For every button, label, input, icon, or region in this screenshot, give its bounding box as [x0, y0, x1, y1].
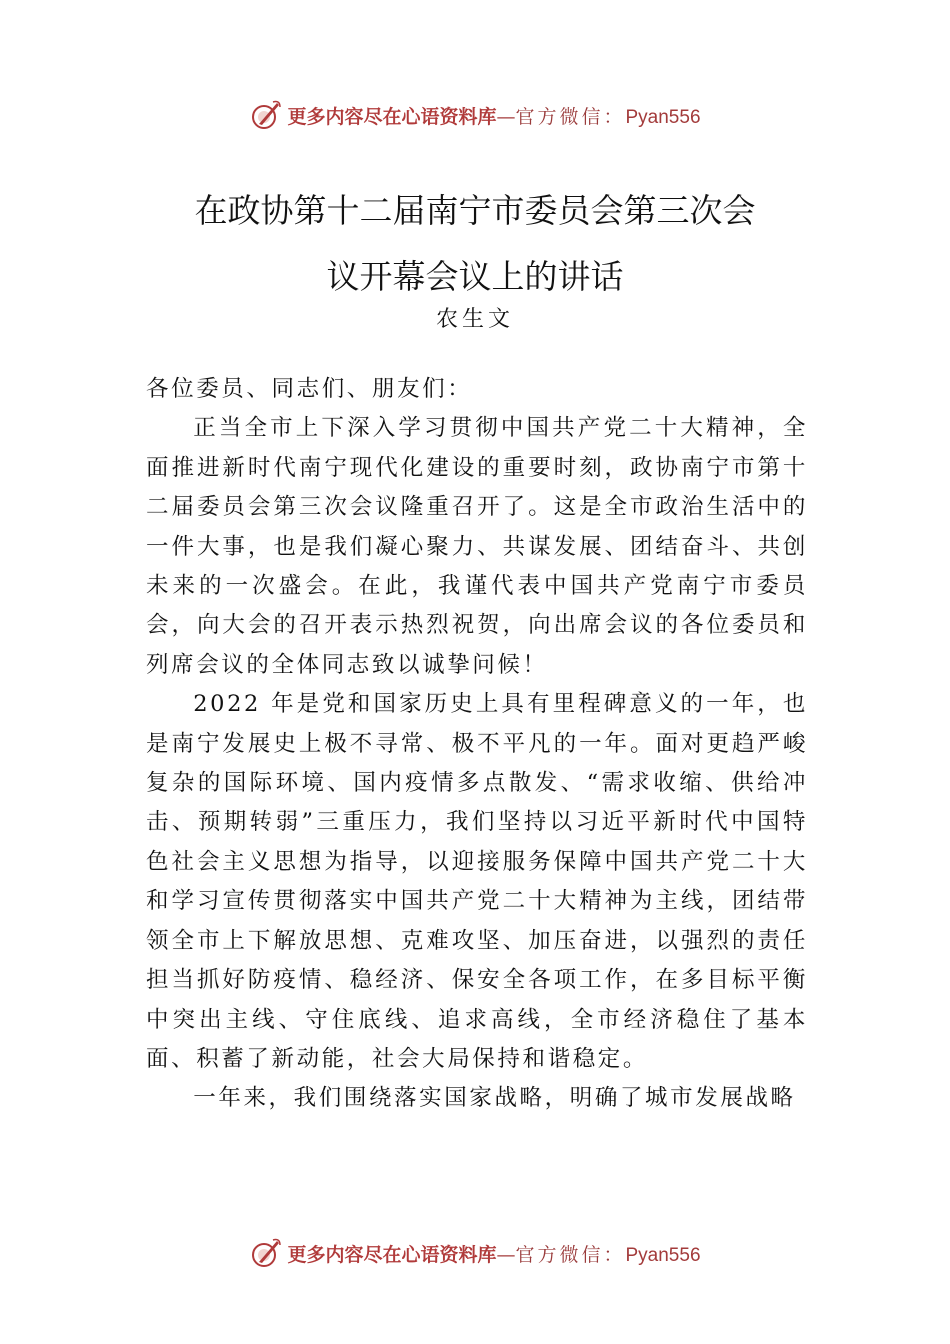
watermark-separator: — [496, 1243, 516, 1266]
quill-seal-icon [249, 1236, 283, 1270]
salutation: 各位委员、同志们、朋友们： [146, 376, 473, 402]
title-line-2: 议开幕会议上的讲话 [326, 257, 624, 296]
watermark-brand: 更多内容尽在心语资料库 [287, 105, 497, 128]
document-author: 农生文 [435, 307, 514, 332]
title-line-1: 在政协第十二届南宁市委员会第三次会 [194, 191, 756, 230]
quill-seal-icon [249, 98, 283, 132]
watermark-text [287, 102, 700, 129]
watermark-brand: 更多内容尽在心语资料库 [287, 1243, 497, 1266]
document-title [0, 178, 950, 310]
body-paragraph-1: 正当全市上下深入学习贯彻中国共产党二十大精神，全面推进新时代南宁现代化建设的重要时刻，政协南宁市第十二届委员会第三次会议隆重召开了。这是全市政治生活中的一件大事，也是我们凝心聚力、共谋发展、团结奋斗、共创未来的一次盛会。在此，我谨代表中国共产党南宁市委员会，向大会的召开表示热烈祝贺，向出席会议的各位委员和列席会议的全体同志致以诚挚问候！ [146, 415, 808, 678]
watermark-wechat-id: Pyan556 [625, 106, 701, 128]
watermark-wechat-label: 官方微信： [515, 105, 626, 128]
footer-watermark [0, 1233, 950, 1273]
watermark-text [287, 1240, 700, 1267]
watermark-separator: — [496, 105, 516, 128]
header-watermark [0, 95, 950, 135]
document-body [146, 370, 808, 1119]
body-paragraph-2: 2022 年是党和国家历史上具有里程碑意义的一年，也是南宁发展史上极不寻常、极不平凡的一年。面对更趋严峻复杂的国际环境、国内疫情多点散发、“需求收缩、供给冲击、预期转弱”三重压力，我们坚持以习近平新时代中国特色社会主义思想为指导，以迎接服务保障中国共产党二十大和学习宣传贯彻落实中国共产党二十大精神为主线，团结带领全市上下解放思想、克难攻坚、加压奋进，以强烈的责任担当抓好防疫情、稳经济、保安全各项工作，在多目标平衡中突出主线、守住底线、追求高线，全市经济稳住了基本面、积蓄了新动能，社会大局保持和谐稳定。 [146, 691, 808, 1072]
watermark-wechat-label: 官方微信： [515, 1243, 626, 1266]
body-paragraph-3: 一年来，我们围绕落实国家战略，明确了城市发展战略 [193, 1085, 796, 1112]
watermark-wechat-id: Pyan556 [625, 1244, 701, 1266]
